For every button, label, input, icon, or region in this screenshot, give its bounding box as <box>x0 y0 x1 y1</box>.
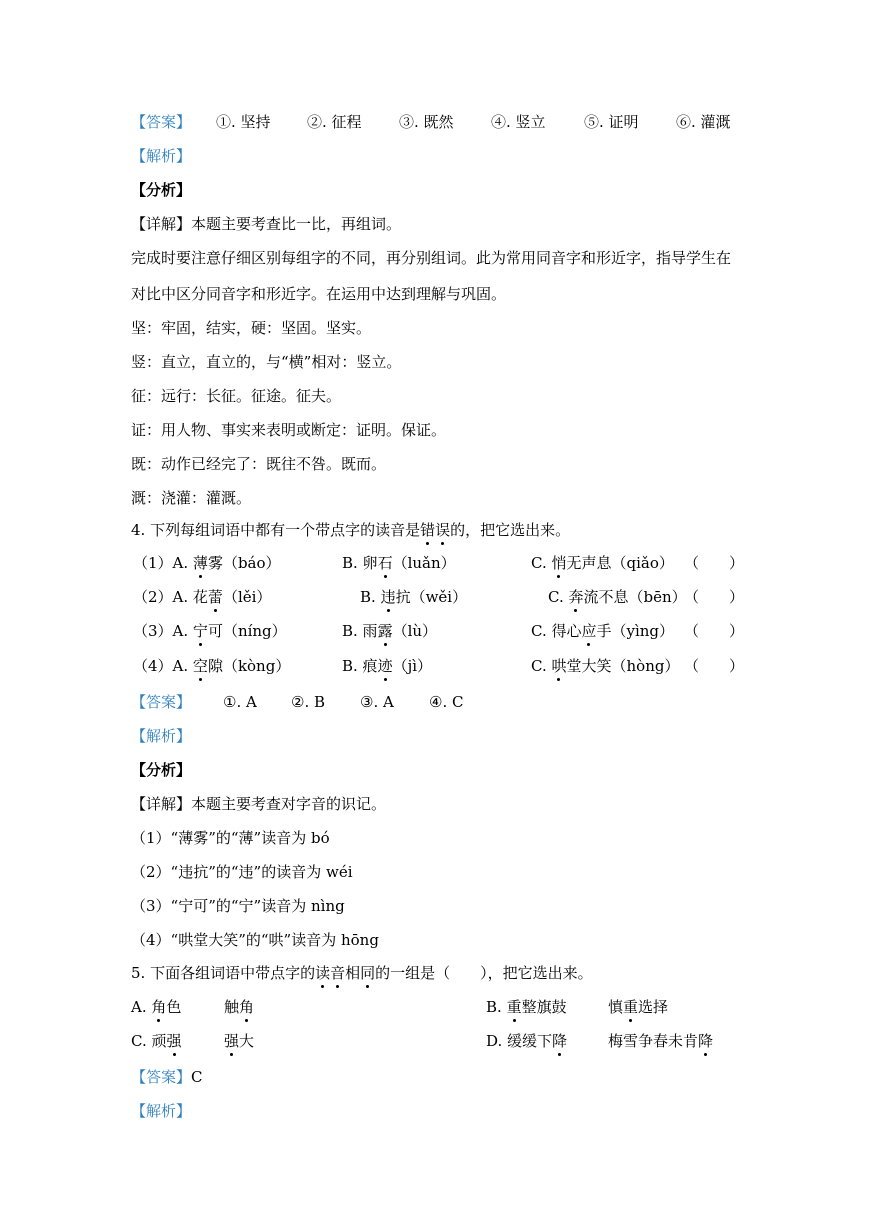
q4-explain: （4）“哄堂大笑”的“哄”读音为 hōng <box>131 931 379 949</box>
q4-row3-a: （3）A. 宁可（níng） <box>133 622 287 640</box>
q5-option-b-word2: 慎重选择 <box>608 998 669 1016</box>
q4-explain: （1）“薄雾”的“薄”读音为 bó <box>131 829 330 847</box>
q4-row1-a: （1）A. 薄雾（báo） <box>133 554 281 572</box>
q3-para-2: 对比中区分同音字和形近字。在运用中达到理解与巩固。 <box>131 285 507 303</box>
q4-row4-a: （4）A. 空隙（kòng） <box>133 657 291 675</box>
q5-option-a-word2: 触角 <box>224 998 255 1016</box>
q4-answer-2: ②. B <box>291 693 326 711</box>
q5-answer-line: 【答案】C <box>131 1068 203 1086</box>
q4-analysis-label: 【解析】 <box>131 727 192 745</box>
q4-stem: 4. 下列每组词语中都有一个带点字的读音是错误的，把它选出来。 <box>131 521 571 539</box>
q5-option-b: B. 重整旗鼓 <box>486 998 567 1016</box>
q3-note: 既：动作已经完了：既往不咎。既而。 <box>131 455 387 473</box>
q5-option-c: C. 顽强 <box>131 1032 182 1050</box>
q5-option-c-word2: 强大 <box>224 1032 255 1050</box>
q5-option-d-word2: 梅雪争春未肯降 <box>608 1032 714 1050</box>
q4-row3-blank: （ ） <box>684 622 745 640</box>
q4-row2-c: C. 奔流不息（bēn） <box>548 588 687 606</box>
q5-option-a: A. 角色 <box>131 998 182 1016</box>
q4-answer-4: ④. C <box>429 693 464 711</box>
q3-note: 征：远行：长征。征途。征夫。 <box>131 387 342 405</box>
q5-answer: C <box>191 1068 203 1086</box>
q3-answer-1: ①. 坚持 <box>216 113 271 131</box>
q4-explain: （3）“宁可”的“宁”读音为 nìng <box>131 897 345 915</box>
q4-stem-dot-1: 错 <box>420 521 436 539</box>
q4-answer-3: ③. A <box>360 693 394 711</box>
q5-analysis-label: 【解析】 <box>131 1102 192 1120</box>
q4-row1-blank: （ ） <box>684 554 745 572</box>
q3-note: 坚：牢固，结实，硬：坚固。坚实。 <box>131 319 372 337</box>
q3-analysis-label: 【解析】 <box>131 147 192 165</box>
q3-answer-2: ②. 征程 <box>307 113 362 131</box>
q3-answer-4: ④. 竖立 <box>491 113 546 131</box>
q4-stem-dot-2: 误 <box>435 521 451 539</box>
q4-fenxi-label: 【分析】 <box>131 761 192 779</box>
q3-detail: 【详解】本题主要考查比一比，再组词。 <box>131 215 402 233</box>
q5-stem: 5. 下面各组词语中带点字的读音相同的一组是（ ），把它选出来。 <box>131 964 593 982</box>
q4-row2-blank: （ ） <box>684 588 745 606</box>
q3-answer-label: 【答案】 <box>131 113 192 131</box>
q3-fenxi-label: 【分析】 <box>131 181 192 199</box>
q4-row3-b: B. 雨露（lù） <box>342 622 438 640</box>
q4-answer-1: ①. A <box>223 693 257 711</box>
q4-row4-b: B. 痕迹（jì） <box>342 657 433 675</box>
q3-note: 竖：直立，直立的，与“横”相对：竖立。 <box>131 353 402 371</box>
q3-answer-6: ⑥. 灌溉 <box>676 113 731 131</box>
q4-row1-b: B. 卵石（luǎn） <box>342 554 456 572</box>
q4-row3-c: C. 得心应手（yìng） <box>531 622 675 640</box>
q4-explain: （2）“违抗”的“违”的读音为 wéi <box>131 863 353 881</box>
q3-para-1: 完成时要注意仔细区别每组字的不同，再分别组词。此为常用同音字和形近字，指导学生在 <box>131 249 732 267</box>
q4-row4-c: C. 哄堂大笑（hòng） <box>531 657 680 675</box>
q3-answer-5: ⑤. 证明 <box>584 113 639 131</box>
q3-note: 证：用人物、事实来表明或断定：证明。保证。 <box>131 421 447 439</box>
q4-answer-label: 【答案】 <box>131 693 192 711</box>
q4-row4-blank: （ ） <box>684 657 745 675</box>
q4-row2-a: （2）A. 花蕾（lěi） <box>133 588 272 606</box>
q4-row2-b: B. 违抗（wěi） <box>360 588 468 606</box>
q3-note: 溉：浇灌：灌溉。 <box>131 489 252 507</box>
q4-detail: 【详解】本题主要考查对字音的识记。 <box>131 795 387 813</box>
q5-option-d: D. 缓缓下降 <box>486 1032 568 1050</box>
q3-answer-3: ③. 既然 <box>399 113 454 131</box>
q4-row1-c: C. 悄无声息（qiǎo） <box>531 554 674 572</box>
